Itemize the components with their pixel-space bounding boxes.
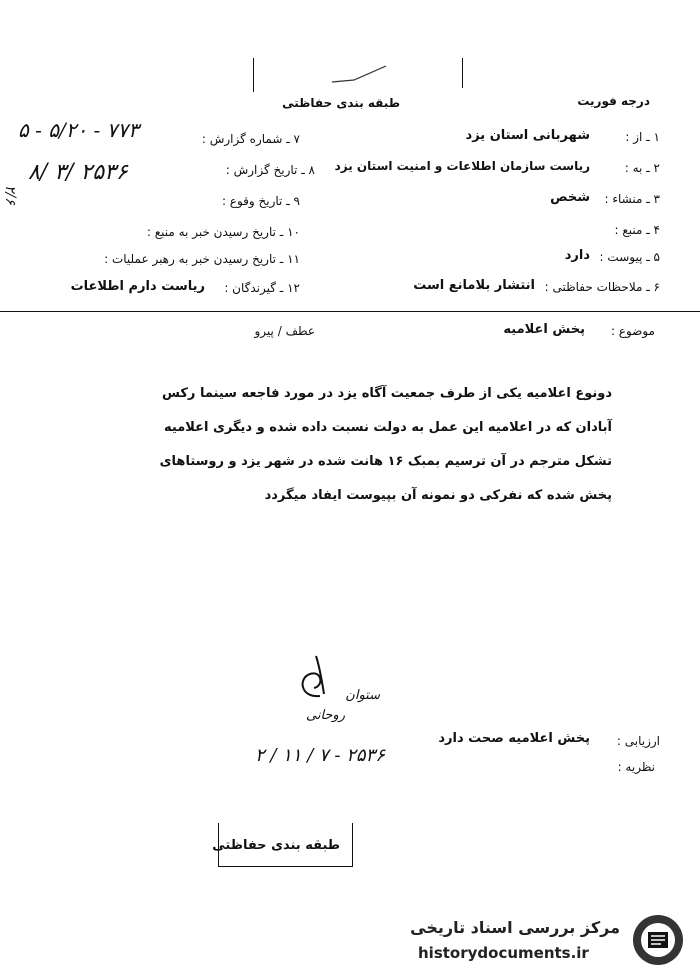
field-source-date-label: ۱۰ ـ تاریخ رسیدن خبر به منبع : [146, 225, 300, 239]
field-origin-label: ۳ ـ منشاء : [604, 192, 660, 206]
margin-note: ۲/۶ [2, 185, 18, 205]
field-from-value: شهربانی استان یزد [465, 128, 590, 143]
field-attachment-label: ۵ ـ پیوست : [599, 250, 660, 264]
header-check-mark [330, 60, 390, 90]
evaluation-label: ارزیابی : [616, 734, 660, 748]
signature-date: ۲ / ۱۱ / ۷ - ۲۵۳۶ [255, 745, 385, 766]
field-source-label: ۴ ـ منبع : [614, 223, 660, 237]
opinion-label: نظریه : [617, 760, 655, 774]
field-recipients-value: ریاست دارم اطلاعات [70, 279, 205, 294]
field-security-notes-value: انتشار بلامانع است [413, 278, 535, 293]
field-from-label: ۱ ـ از : [625, 130, 660, 144]
field-report-number-label: ۷ ـ شماره گزارش : [201, 132, 300, 146]
field-leader-date-label: ۱۱ ـ تاریخ رسیدن خبر به رهبر عملیات : [104, 252, 300, 266]
field-to-value: ریاست سازمان اطلاعات و امنیت استان یزد [334, 159, 590, 173]
field-attachment-value: دارد [564, 248, 590, 263]
field-report-date-value: ۸/ ۳/ ۲۵۳۶ [28, 160, 128, 185]
footer-box-bottom-border [218, 866, 353, 867]
signature-mark [290, 648, 350, 708]
field-occurrence-date-label: ۹ ـ تاریخ وقوع : [221, 194, 300, 208]
footer-box-right-border [352, 823, 353, 867]
field-to-label: ۲ ـ به : [624, 161, 660, 175]
subject-value: پخش اعلامیه [503, 322, 585, 337]
archive-logo-icon [630, 912, 686, 968]
body-line-2: آبادان که در اعلامیه این عمل به دولت نسبت داده شده و دیگری اعلامیه [164, 420, 612, 435]
field-report-number-value: ۵ - ۵/۲۰ - ۷۷۳ [18, 118, 139, 142]
header-box-right-border [462, 58, 463, 88]
body-line-4: پخش شده که نفرکی دو نمونه آن بپیوست ایفاد میگردد [264, 488, 612, 503]
field-origin-value: شخص [550, 190, 590, 205]
body-line-3: تشکل مترجم در آن ترسیم بمبک ۱۶ هانت شده در شهر یزد و روستاهای [159, 454, 612, 469]
watermark-title: مرکز بررسی اسناد تاریخی [410, 918, 620, 937]
field-report-date-label: ۸ ـ تاریخ گزارش : [225, 163, 315, 177]
section-divider [0, 311, 700, 312]
signature-sub: روحانی [305, 708, 345, 723]
classification-label: طبقه بندی حفاظتی [282, 96, 400, 110]
reference-label: عطف / پیرو [254, 324, 315, 338]
priority-label: درجه فوریت [577, 94, 650, 108]
footer-stamp: طبقه بندی حفاظتی [212, 838, 340, 853]
field-recipients-label: ۱۲ ـ گیرندگان : [224, 281, 300, 295]
field-security-notes-label: ۶ ـ ملاحظات حفاظتی : [544, 280, 660, 294]
body-line-1: دونوع اعلامیه یکی از طرف جمعیت آگاه یزد در مورد فاجعه سینما رکس [162, 386, 612, 401]
header-box-left-border [253, 58, 254, 92]
evaluation-value: پخش اعلامیه صحت دارد [438, 731, 590, 746]
signature-name: ستوان [345, 688, 380, 703]
subject-label: موضوع : [610, 324, 655, 338]
watermark-url: historydocuments.ir [418, 944, 589, 962]
